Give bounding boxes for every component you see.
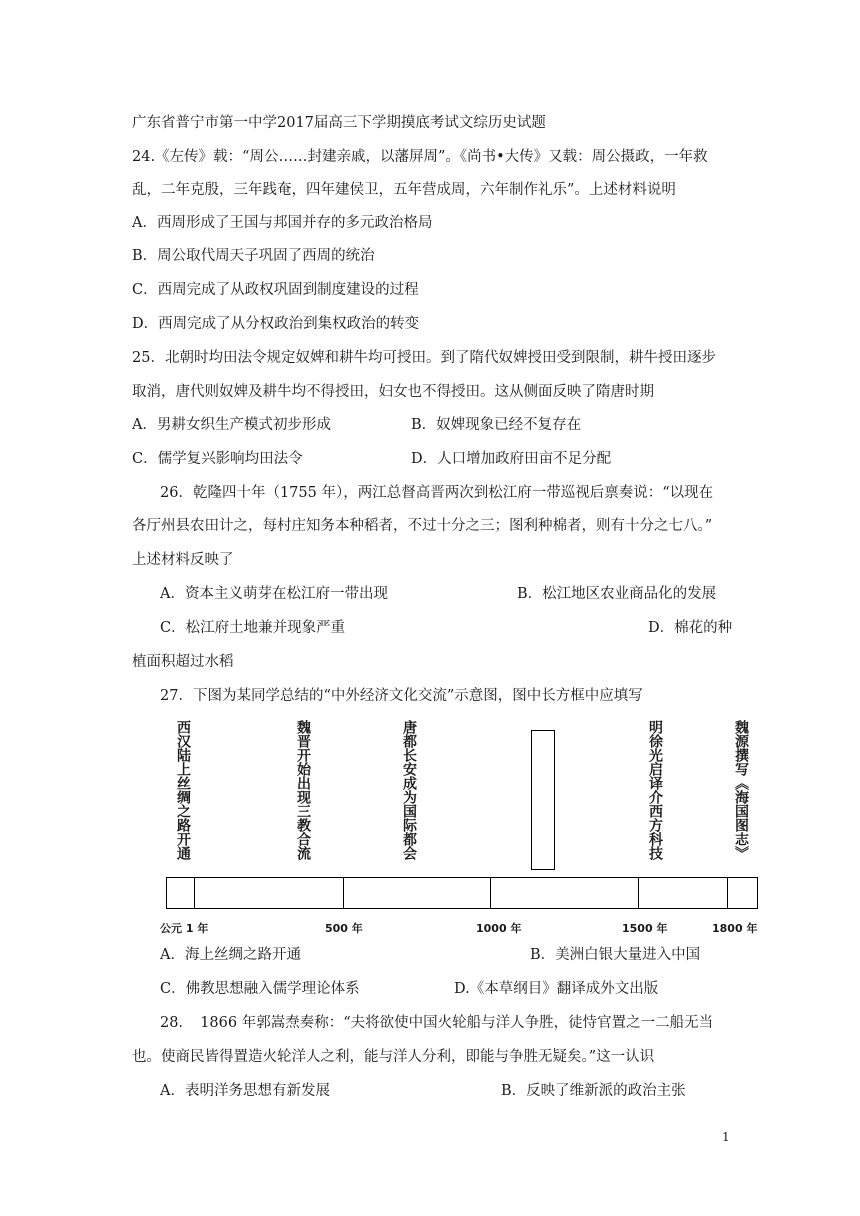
q26-option-c: C．松江府土地兼并现象严重 [160, 620, 346, 636]
q25-option-b: B．奴婢现象已经不复存在 [411, 417, 582, 433]
q27-stem: 27．下图为某同学总结的“中外经济文化交流”示意图，图中长方框中应填写 [160, 688, 643, 704]
q24-stem-line2: 乱，二年克殷，三年践奄，四年建侯卫，五年营成周，六年制作礼乐”。上述材料说明 [132, 182, 676, 198]
q28-stem-line1: 28． 1866 年郭嵩焘奏称：“夫将欲使中国火轮船与洋人争胜，徒恃官置之一二船无当 [160, 1015, 714, 1031]
timeline-label-3: 唐都长安成为国际都会 [401, 720, 417, 860]
q26-stem-line1: 26．乾隆四十年（1755 年），两江总督高晋两次到松江府一带巡视后禀奏说：“以现在 [160, 485, 714, 501]
timeline-divider [490, 878, 491, 908]
timeline-label-1: 西汉陆上丝绸之路开通 [175, 720, 191, 860]
q25-option-d: D．人口增加政府田亩不足分配 [411, 451, 612, 467]
page-title: 广东省普宁市第一中学2017届高三下学期摸底考试文综历史试题 [132, 115, 546, 131]
q24-option-a: A．西周形成了王国与邦国并存的多元政治格局 [132, 215, 433, 231]
timeline-divider [727, 878, 728, 908]
timeline-tick-label: 1000 年 [476, 922, 522, 935]
q24-stem-line1: 24.《左传》载：“周公……封建亲戚，以藩屏周”。《尚书•大传》又载：周公摄政，一年救 [132, 149, 708, 165]
q26-option-d-part1: D．棉花的种 [648, 620, 733, 636]
timeline-tick-label: 公元 1 年 [160, 922, 209, 935]
q27-option-c: C．佛教思想融入儒学理论体系 [160, 981, 360, 997]
q26-stem-line2: 各厅州县农田计之，每村庄知务本种稻者，不过十分之三；图利种棉者，则有十分之七八。” [132, 518, 713, 534]
q26-option-a: A．资本主义萌芽在松江府一带出现 [160, 586, 388, 602]
q27-option-b: B．美洲白银大量进入中国 [530, 947, 701, 963]
timeline-tick-label: 1500 年 [622, 922, 668, 935]
q25-stem-line1: 25．北朝时均田法令规定奴婢和耕牛均可授田。到了隋代奴婢授田受到限制，耕牛授田逐步 [132, 350, 716, 366]
page-number: 1 [722, 1130, 730, 1144]
q27-option-d: D.《本草纲目》翻译成外文出版 [454, 981, 659, 997]
q24-option-b: B．周公取代周天子巩固了西周的统治 [132, 248, 375, 264]
timeline-divider [194, 878, 195, 908]
q25-option-a: A．男耕女织生产模式初步形成 [132, 417, 331, 433]
q24-option-d: D．西周完成了从分权政治到集权政治的转变 [132, 316, 420, 332]
timeline-tick-label: 1800 年 [712, 922, 758, 935]
q28-option-a: A．表明洋务思想有新发展 [160, 1083, 330, 1099]
timeline-tick-label: 500 年 [325, 922, 363, 935]
timeline-bar [166, 877, 758, 909]
timeline-diagram [160, 712, 770, 942]
q28-stem-line2: 也。使商民皆得置造火轮洋人之利，能与洋人分利，即能与争胜无疑矣。”这一认识 [132, 1049, 655, 1065]
timeline-label-5: 魏源撰写《海国图志》 [733, 720, 749, 860]
timeline-label-4: 明徐光启译介西方科技 [647, 720, 663, 860]
answer-blank-rectangle [531, 730, 555, 870]
timeline-divider [343, 878, 344, 908]
q26-option-d-part2: 植面积超过水稻 [132, 654, 234, 670]
q27-option-a: A．海上丝绸之路开通 [160, 947, 301, 963]
q28-option-b: B．反映了维新派的政治主张 [501, 1083, 686, 1099]
timeline-label-2: 魏晋开始出现三教合流 [295, 720, 311, 860]
q26-option-b: B．松江地区农业商品化的发展 [517, 586, 717, 602]
timeline-divider [638, 878, 639, 908]
q26-stem-line3: 上述材料反映了 [132, 552, 234, 568]
q25-stem-line2: 取消，唐代则奴婢及耕牛均不得授田，妇女也不得授田。这从侧面反映了隋唐时期 [132, 384, 654, 400]
q24-option-c: C．西周完成了从政权巩固到制度建设的过程 [132, 282, 419, 298]
q25-option-c: C．儒学复兴影响均田法令 [132, 451, 303, 467]
